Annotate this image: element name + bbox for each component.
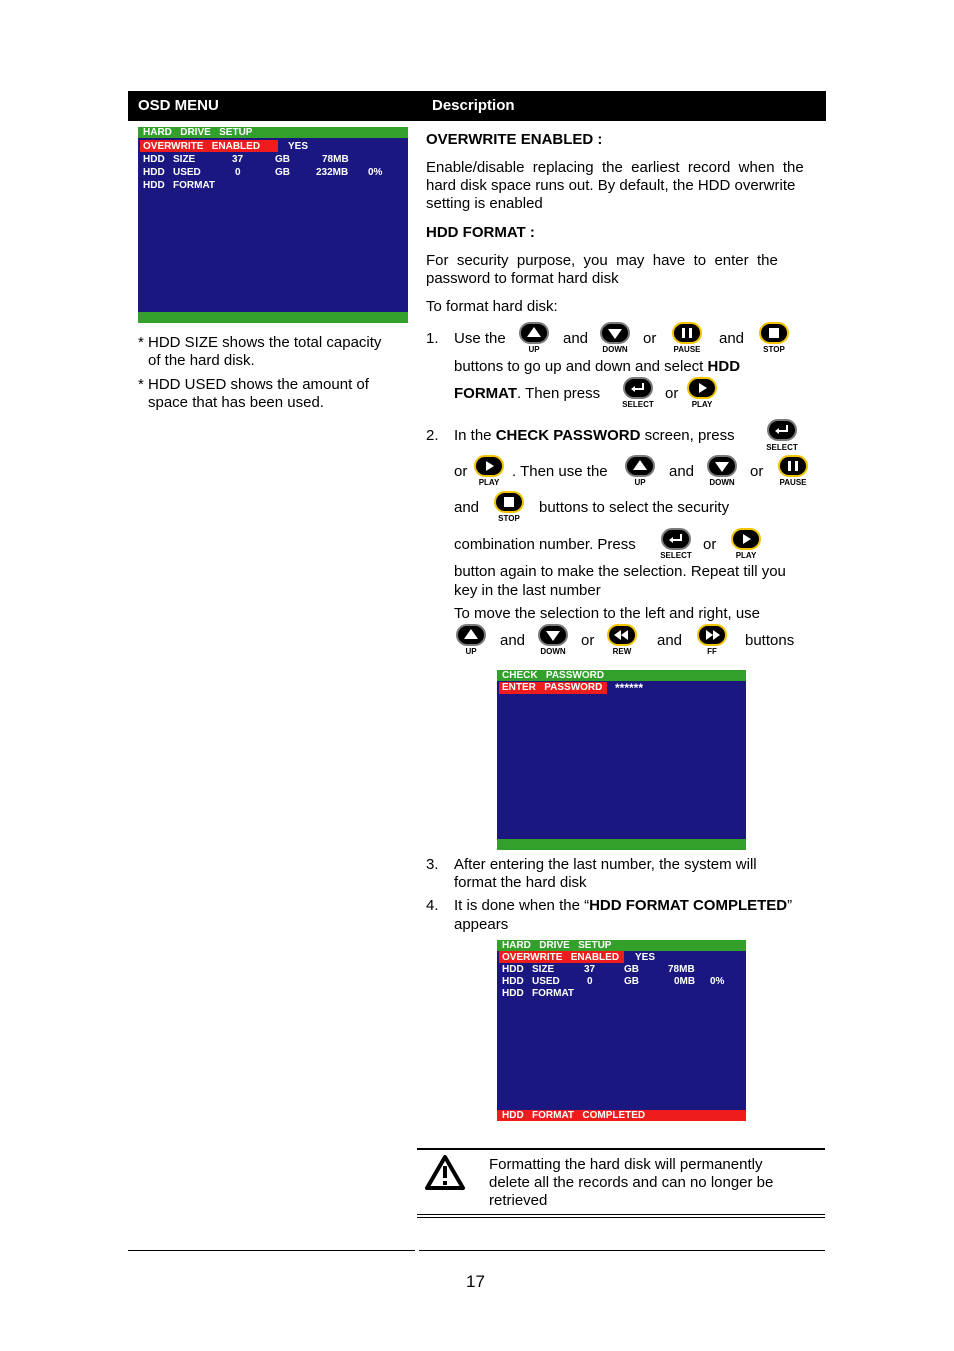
button-label: UP bbox=[634, 478, 646, 487]
button-label: SELECT bbox=[766, 443, 798, 452]
step-1-text: Use the bbox=[454, 330, 506, 347]
osd-format-completed bbox=[497, 940, 746, 1121]
ff-button[interactable] bbox=[694, 624, 732, 660]
osd-row-overwrite: OVERWRITE ENABLED bbox=[143, 141, 261, 152]
warning-bottom-rule-2 bbox=[417, 1217, 825, 1218]
page-number: 17 bbox=[466, 1272, 485, 1291]
or-text: or bbox=[750, 463, 764, 480]
and-text: and bbox=[500, 632, 526, 649]
text-span: screen, press bbox=[644, 427, 735, 444]
and-text: and bbox=[669, 463, 695, 480]
play-button[interactable] bbox=[471, 455, 509, 491]
stop-button[interactable] bbox=[756, 322, 794, 358]
pause-button[interactable] bbox=[775, 455, 813, 491]
step-2-text-7: To move the selection to the left and right, use bbox=[454, 605, 761, 622]
stop-button[interactable] bbox=[491, 491, 529, 527]
osd-row-format: HDD FORMAT bbox=[502, 988, 575, 999]
pause-button[interactable] bbox=[669, 322, 707, 358]
or-text: or bbox=[665, 385, 679, 402]
warning-top-rule bbox=[417, 1148, 825, 1150]
or-text: or bbox=[581, 632, 595, 649]
text-span: In the bbox=[454, 427, 492, 444]
button-label: DOWN bbox=[602, 345, 628, 354]
step-1-text-3 bbox=[454, 385, 600, 403]
osd-row-size-value: 37 bbox=[584, 964, 596, 975]
step-2-text bbox=[454, 427, 735, 445]
footer-rule-left bbox=[128, 1250, 415, 1251]
text-span: ” bbox=[787, 897, 793, 914]
osd-row-size-label: HDD SIZE bbox=[502, 964, 555, 975]
text-line: password to format hard disk bbox=[426, 270, 619, 287]
format-text bbox=[426, 252, 817, 288]
warning-text bbox=[489, 1156, 773, 1210]
osd-row-format: HDD FORMAT bbox=[143, 180, 216, 191]
or-text: or bbox=[703, 536, 717, 553]
button-label: STOP bbox=[498, 514, 520, 523]
osd-bottom-bar bbox=[138, 312, 408, 323]
osd-footer-message: HDD FORMAT COMPLETED bbox=[502, 1110, 646, 1121]
osd-row-used-percent: 0% bbox=[368, 167, 383, 178]
or-text: or bbox=[643, 330, 657, 347]
button-label: PLAY bbox=[691, 400, 713, 409]
osd-title: CHECK PASSWORD bbox=[502, 670, 605, 681]
and-text: and bbox=[454, 499, 480, 516]
play-button[interactable] bbox=[684, 377, 722, 413]
step-2-text-4: combination number. Press bbox=[454, 536, 636, 553]
header-rule bbox=[128, 120, 826, 121]
down-button[interactable] bbox=[597, 322, 635, 358]
note-hdd-used bbox=[138, 376, 369, 412]
note-line: of the hard disk. bbox=[148, 352, 255, 369]
osd-row-overwrite: OVERWRITE ENABLED bbox=[502, 952, 620, 963]
table-header bbox=[128, 91, 826, 120]
select-button[interactable] bbox=[658, 528, 696, 564]
step-2-text-6: key in the last number bbox=[454, 582, 601, 599]
step-4-number: 4. bbox=[426, 897, 439, 914]
text-span: buttons to go up and down and select bbox=[454, 358, 704, 375]
text-line: Formatting the hard disk will permanently bbox=[489, 1156, 763, 1173]
osd-row-size-mb: 78MB bbox=[322, 154, 349, 165]
header-description: Description bbox=[432, 97, 515, 114]
select-button[interactable] bbox=[620, 377, 658, 413]
up-button[interactable] bbox=[516, 322, 554, 358]
text-line: delete all the records and can no longer be bbox=[489, 1174, 774, 1191]
osd-title: HARD DRIVE SETUP bbox=[143, 127, 253, 138]
text-line: hard disk space runs out. By default, the HDD overwrite bbox=[426, 177, 796, 194]
osd-bottom-bar bbox=[497, 839, 746, 850]
button-label: PLAY bbox=[735, 551, 757, 560]
to-format-text: To format hard disk: bbox=[426, 298, 558, 315]
note-hdd-size bbox=[138, 334, 381, 370]
osd-title: HARD DRIVE SETUP bbox=[502, 940, 612, 951]
button-label: SELECT bbox=[622, 400, 654, 409]
osd-row-size-unit: GB bbox=[624, 964, 639, 975]
step-1-text-2 bbox=[454, 358, 740, 376]
note-line: space that has been used. bbox=[148, 394, 324, 411]
osd-row-used-value: 0 bbox=[235, 167, 241, 178]
or-text: or bbox=[454, 463, 468, 480]
down-button[interactable] bbox=[704, 455, 742, 491]
step-1-number: 1. bbox=[426, 330, 439, 347]
warning-bottom-rule bbox=[417, 1214, 825, 1215]
step-3-number: 3. bbox=[426, 856, 439, 873]
osd-check-password bbox=[497, 670, 746, 850]
button-label: PLAY bbox=[478, 478, 500, 487]
play-button[interactable] bbox=[728, 528, 766, 564]
button-label: PAUSE bbox=[673, 345, 701, 354]
warning-icon bbox=[424, 1154, 466, 1197]
step-4-text-2: appears bbox=[454, 916, 509, 933]
rew-button[interactable] bbox=[604, 624, 642, 660]
note-line: * HDD SIZE shows the total capacity bbox=[138, 334, 382, 351]
osd-password-label: ENTER PASSWORD bbox=[502, 682, 603, 693]
osd-row-overwrite-value: YES bbox=[635, 952, 656, 963]
text-span-bold: HDD FORMAT COMPLETED bbox=[589, 897, 788, 914]
step-2-text-5: button again to make the selection. Repeat till you bbox=[454, 563, 786, 580]
buttons-text: buttons bbox=[745, 632, 795, 649]
heading-hdd-format: HDD FORMAT : bbox=[426, 224, 535, 241]
text-span-bold: CHECK PASSWORD bbox=[495, 427, 641, 444]
text-line: For security purpose, you may have to enter the bbox=[426, 252, 778, 269]
button-label: DOWN bbox=[540, 647, 566, 656]
osd-row-used-value: 0 bbox=[587, 976, 593, 987]
overwrite-text bbox=[426, 159, 817, 213]
and-text: and bbox=[719, 330, 745, 347]
osd-password-value: ****** bbox=[615, 681, 644, 695]
button-label: PAUSE bbox=[779, 478, 807, 487]
button-label: UP bbox=[528, 345, 540, 354]
text-line: format the hard disk bbox=[454, 874, 587, 891]
osd-row-size-unit: GB bbox=[275, 154, 290, 165]
down-button[interactable] bbox=[535, 624, 573, 660]
text-span-bold: FORMAT bbox=[454, 385, 518, 402]
button-label: UP bbox=[465, 647, 477, 656]
up-button[interactable] bbox=[453, 624, 491, 660]
osd-row-used-mb: 0MB bbox=[674, 976, 696, 987]
osd-row-used-unit: GB bbox=[275, 167, 290, 178]
step-2-text-2: . Then use the bbox=[512, 463, 608, 480]
osd-row-size-mb: 78MB bbox=[668, 964, 695, 975]
osd-row-used-mb: 232MB bbox=[316, 167, 349, 178]
heading-overwrite: OVERWRITE ENABLED : bbox=[426, 131, 603, 148]
osd-row-used-label: HDD USED bbox=[502, 976, 560, 987]
step-2-number: 2. bbox=[426, 427, 439, 444]
osd-hard-drive-setup bbox=[138, 127, 408, 323]
osd-row-used-label: HDD USED bbox=[143, 167, 201, 178]
button-label: SELECT bbox=[660, 551, 692, 560]
osd-row-used-unit: GB bbox=[624, 976, 639, 987]
osd-row-overwrite-value: YES bbox=[288, 141, 309, 152]
text-line: Enable/disable replacing the earliest record when the bbox=[426, 159, 804, 176]
text-line: After entering the last number, the system will bbox=[454, 856, 757, 873]
select-button[interactable] bbox=[764, 419, 802, 455]
osd-row-used-percent: 0% bbox=[710, 976, 725, 987]
up-button[interactable] bbox=[622, 455, 660, 491]
footer-rule-right bbox=[419, 1250, 825, 1251]
button-label: REW bbox=[612, 647, 632, 656]
and-text: and bbox=[563, 330, 589, 347]
text-line: retrieved bbox=[489, 1192, 548, 1209]
header-osd-menu: OSD MENU bbox=[138, 97, 219, 114]
text-line: setting is enabled bbox=[426, 195, 543, 212]
osd-row-size-value: 37 bbox=[232, 154, 244, 165]
text-span: It is done when the “ bbox=[454, 897, 590, 914]
button-label: DOWN bbox=[709, 478, 735, 487]
step-4-text bbox=[454, 897, 792, 915]
button-label: FF bbox=[707, 647, 717, 656]
osd-row-size-label: HDD SIZE bbox=[143, 154, 196, 165]
and-text: and bbox=[657, 632, 683, 649]
step-2-text-3: buttons to select the security bbox=[539, 499, 730, 516]
button-label: STOP bbox=[763, 345, 785, 354]
step-3-text bbox=[454, 856, 757, 892]
note-line: * HDD USED shows the amount of bbox=[138, 376, 369, 393]
text-span-bold: HDD bbox=[707, 358, 741, 375]
text-span: . Then press bbox=[517, 385, 601, 402]
